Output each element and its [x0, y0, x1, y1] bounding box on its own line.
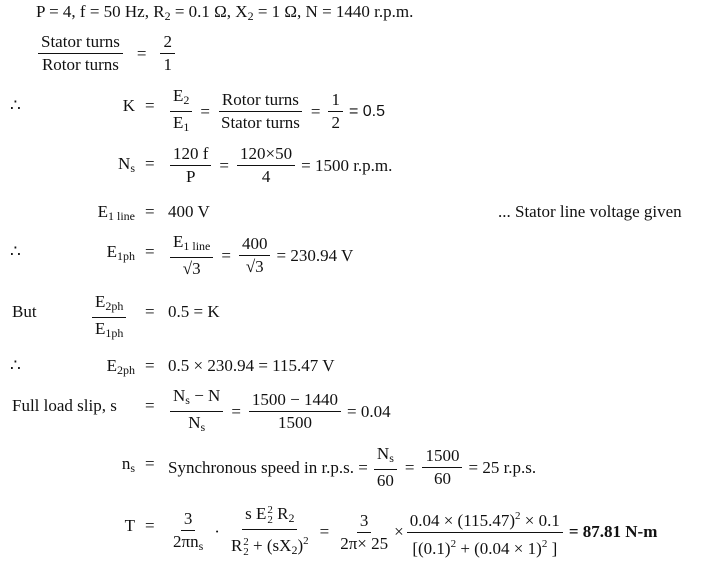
equals-sign: =	[219, 155, 230, 175]
slip-numeric-fraction	[249, 390, 341, 433]
given-text-part2: = 0.1 Ω, X	[170, 2, 248, 21]
but-row	[0, 292, 725, 340]
equals-sign: =	[145, 454, 155, 473]
sync-speed-text: Synchronous speed in r.p.s. =	[168, 457, 368, 477]
equals-sign: =	[145, 396, 155, 415]
subscript: s	[198, 538, 204, 553]
e1-line-lhs	[98, 202, 135, 224]
ns-result: = 1500 r.p.m.	[301, 155, 393, 175]
subscript: 1 line	[108, 209, 135, 223]
e-symbol: E	[95, 319, 106, 338]
subscript: 1ph	[117, 249, 135, 263]
numerator: 1	[328, 90, 343, 112]
equals-sign: =	[145, 202, 155, 221]
r-symbol: R	[272, 504, 289, 523]
n-symbol: N	[376, 444, 390, 463]
equals-sign: =	[145, 242, 155, 261]
e1-denominator	[170, 112, 192, 137]
e2-numerator	[170, 86, 192, 112]
e-symbol: E	[106, 242, 117, 261]
e-symbol: E	[173, 232, 184, 251]
num-part-b: × 0.1	[520, 510, 560, 530]
superscript: 2	[450, 537, 457, 550]
stator-turns-text: Stator turns	[220, 113, 300, 132]
400-over-root3	[239, 234, 271, 277]
denominator	[409, 533, 560, 559]
e2-over-e1	[170, 86, 192, 137]
turns-ratio-value	[160, 32, 175, 75]
e1line-over-root3	[170, 232, 213, 279]
r2-subscript: 2	[164, 9, 171, 23]
subscript: 1 line	[183, 239, 211, 253]
e-symbol: E	[173, 113, 184, 132]
therefore-symbol: ∴	[10, 356, 21, 375]
rotor-turns-text: Rotor turns	[219, 90, 302, 112]
equals-sign: =	[145, 154, 155, 173]
minus-n: − N	[189, 386, 221, 405]
e1-line-value: 400 V	[168, 202, 210, 221]
3-over-2pi-25	[337, 511, 391, 554]
ns-row	[0, 144, 725, 184]
1500-over-60	[422, 446, 462, 489]
num-part-a: 0.04 × (115.47)	[409, 510, 515, 530]
equals-sign: =	[310, 101, 321, 121]
120x50-over-4	[237, 144, 295, 187]
subscript: 2	[291, 543, 298, 557]
r-symbol: R	[230, 536, 243, 555]
numerator	[407, 506, 563, 533]
e1ph-lhs	[107, 242, 135, 264]
turns-ratio-fraction	[38, 32, 123, 75]
equals-sign: =	[319, 522, 330, 541]
torque-rhs	[168, 504, 657, 560]
e2ph-value: 0.5 × 230.94 = 115.47 V	[168, 356, 335, 375]
numerator: 3	[357, 511, 372, 533]
subscript: s	[130, 461, 135, 475]
numerator	[170, 232, 213, 258]
s-e: s E	[245, 504, 267, 523]
stator-voltage-note: ... Stator line voltage given	[498, 202, 682, 221]
ns-lhs	[118, 154, 135, 176]
e1ph-rhs	[168, 232, 353, 279]
e-symbol: E	[97, 202, 108, 221]
k-row	[0, 86, 725, 134]
numerator: 120×50	[237, 144, 295, 166]
subscript: 2	[243, 546, 249, 559]
therefore-symbol: ∴	[10, 242, 21, 261]
torque-lhs: T	[124, 516, 135, 535]
superscript: 2	[267, 504, 273, 517]
subscript: 2ph	[117, 363, 135, 377]
nsync-lhs	[122, 454, 135, 476]
x2-subscript: 2	[247, 9, 254, 23]
denominator: 2	[331, 113, 340, 132]
rotor-over-stator	[218, 90, 303, 133]
subscript: s	[200, 420, 206, 434]
turns-ratio-row	[36, 32, 177, 75]
k-lhs: K	[122, 96, 135, 115]
n-symbol: N	[188, 413, 201, 432]
numerator	[92, 292, 126, 318]
n-symbol: N	[173, 386, 186, 405]
equals-sign: =	[145, 96, 155, 115]
superscript: 2	[541, 537, 548, 550]
numerator: 120 f	[170, 144, 211, 166]
subscript: s	[389, 451, 394, 465]
torque-numeric-fraction	[407, 506, 563, 559]
times-operator: ×	[394, 522, 404, 541]
but-label: But	[12, 302, 37, 321]
3-over-2pi-ns	[170, 509, 206, 556]
e1ph-result: = 230.94 V	[276, 245, 354, 265]
equals-sign: =	[404, 457, 415, 477]
subscript: 2	[288, 511, 295, 525]
denominator	[170, 531, 206, 556]
equals-sign: =	[231, 401, 241, 421]
ns-rhs	[168, 144, 392, 187]
ns-minus-n-over-ns	[170, 386, 223, 437]
torque-formula-fraction	[228, 504, 312, 560]
e-symbol: E	[106, 356, 117, 375]
k-result: = 0.5	[348, 102, 385, 120]
k-rhs	[168, 86, 385, 137]
equals-sign: =	[145, 356, 155, 375]
numerator: 400	[239, 234, 271, 256]
ratio-denominator: 1	[163, 55, 172, 74]
nsync-result: = 25 r.p.s.	[468, 457, 537, 477]
subscript: 1ph	[105, 326, 124, 340]
equals-sign: =	[145, 516, 155, 535]
superscript: 2	[515, 509, 521, 522]
nsync-rhs	[168, 444, 536, 491]
denominator: P	[185, 167, 196, 186]
given-data-line	[36, 2, 413, 24]
numerator	[170, 386, 223, 412]
superscript: 2	[303, 535, 309, 547]
subscript: s	[185, 393, 190, 407]
equals-sign: =	[200, 101, 210, 121]
n-symbol: N	[118, 154, 131, 173]
e2ph-lhs	[107, 356, 135, 378]
torque-row	[0, 504, 725, 559]
numerator: 1500 − 1440	[249, 390, 341, 412]
subscript: 2	[183, 93, 190, 107]
denominator: 60	[433, 469, 451, 488]
ns-over-60	[374, 444, 397, 491]
slip-result: = 0.04	[347, 401, 391, 421]
denominator	[92, 318, 126, 343]
equals-sign: =	[136, 43, 147, 63]
superscript: 2	[243, 536, 249, 549]
torque-result: = 87.81 N-m	[568, 522, 658, 541]
denominator: 1500	[277, 413, 312, 432]
dot-operator: ·	[214, 522, 220, 541]
e1ph-row	[0, 232, 725, 278]
denominator	[228, 530, 312, 560]
denominator: 2π× 25	[340, 533, 389, 553]
nsync-row	[0, 444, 725, 490]
numerator	[242, 504, 297, 530]
n-symbol: n	[121, 454, 131, 473]
equals-sign: =	[221, 245, 231, 265]
rotor-turns-label: Rotor turns	[41, 55, 119, 74]
equals-sign: =	[145, 302, 155, 321]
slip-row	[0, 386, 725, 434]
denominator: √3	[182, 259, 201, 278]
stator-turns-label: Stator turns	[38, 32, 123, 54]
slip-rhs	[168, 386, 391, 437]
numerator	[374, 444, 397, 470]
slip-lhs: Full load slip, s	[12, 396, 117, 415]
e-symbol: E	[173, 86, 184, 105]
numerator: 1500	[422, 446, 462, 468]
denominator: 4	[261, 167, 271, 186]
numerator: 3	[181, 509, 196, 531]
120f-over-p	[170, 144, 211, 187]
ratio-fraction	[92, 292, 126, 343]
den-part-b: + (0.04 × 1)	[456, 538, 542, 558]
close-paren: )	[297, 536, 304, 555]
one-half	[328, 90, 343, 133]
plus-sx: + (sX	[248, 536, 292, 555]
den-part-c: ]	[547, 538, 558, 558]
two-pi-n: 2πn	[173, 531, 199, 551]
denominator: √3	[245, 257, 264, 276]
but-value: 0.5 = K	[168, 302, 220, 321]
subscript: 2	[267, 514, 273, 527]
den-part-a: [(0.1)	[412, 538, 451, 558]
e-symbol: E	[95, 292, 106, 311]
subscript: s	[130, 161, 135, 175]
denominator: 60	[376, 471, 394, 490]
subscript: 1	[183, 120, 190, 134]
e2ph-over-e1ph	[90, 292, 128, 343]
ratio-numerator: 2	[160, 32, 175, 54]
subscript: 2ph	[105, 299, 124, 313]
given-text-part1: P = 4, f = 50 Hz, R	[36, 2, 165, 21]
therefore-symbol: ∴	[10, 96, 21, 115]
given-text-part3: = 1 Ω, N = 1440 r.p.m.	[253, 2, 414, 21]
denominator	[185, 412, 208, 437]
